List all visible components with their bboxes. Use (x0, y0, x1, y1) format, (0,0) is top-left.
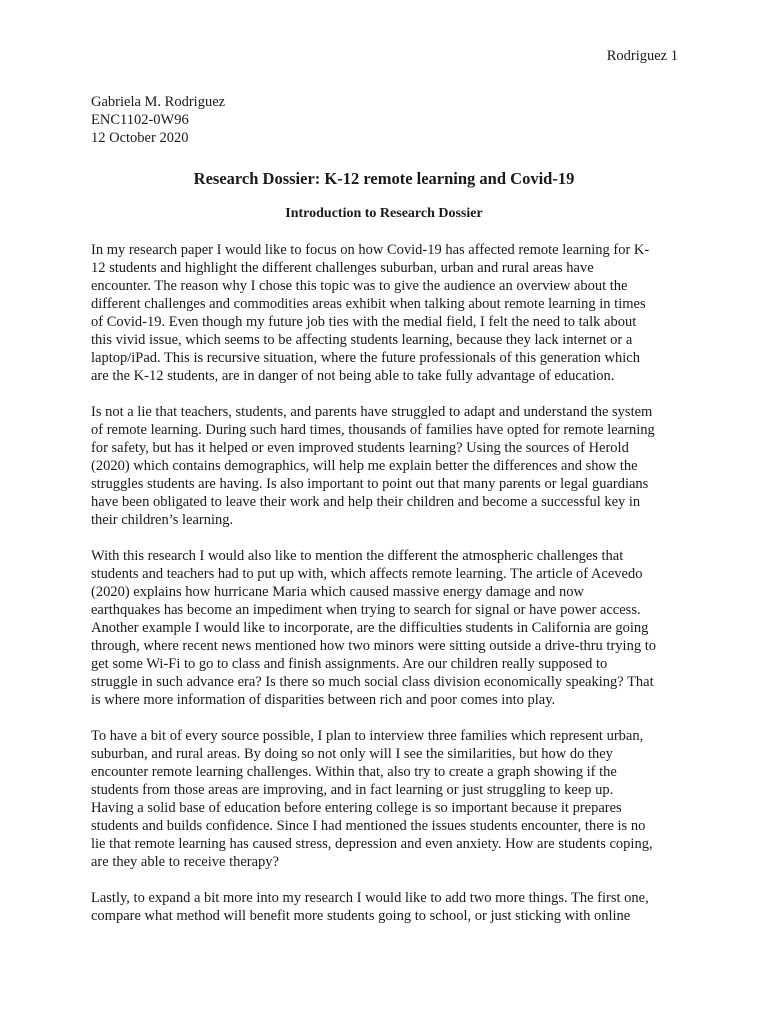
text-line: for safety, but has it helped or even improved students learning? Using the sources of Herold (91, 440, 629, 456)
paragraph (91, 403, 691, 529)
paragraph (91, 241, 691, 385)
paragraph (91, 727, 691, 871)
text-line: students from those areas are improving, and in fact learning or just struggling to keep up. (91, 782, 614, 798)
text-line: students and builds confidence. Since I had mentioned the issues students encounter, there is no (91, 818, 646, 834)
text-line: Having a solid base of education before entering college is so important because it prepares (91, 800, 622, 816)
text-line: earthquakes has become an impediment when trying to search for signal or have power access. (91, 602, 641, 618)
paragraph (91, 547, 691, 709)
text-line: Lastly, to expand a bit more into my research I would like to add two more things. The first one, (91, 890, 649, 906)
text-line: 12 students and highlight the different challenges suburban, urban and rural areas have (91, 260, 594, 276)
text-line: get some Wi-Fi to go to class and finish assignments. Are our children really supposed to (91, 656, 608, 672)
text-line: are the K-12 students, are in danger of not being able to take fully advantage of education. (91, 368, 615, 384)
section-subtitle: Introduction to Research Dossier (285, 206, 483, 221)
text-line: this vivid issue, which seems to be affecting students learning, because they lack internet or a (91, 332, 633, 348)
text-line: students and teachers had to put up with, which affects remote learning. The article of Acevedo (91, 566, 643, 582)
author-name: Gabriela M. Rodriguez (91, 94, 226, 110)
text-line: With this research I would also like to mention the different the atmospheric challenges that (91, 548, 624, 564)
text-line: suburban, and rural areas. By doing so not only will I see the similarities, but how do they (91, 746, 613, 762)
text-line: their children’s learning. (91, 512, 234, 528)
mla-heading-block (91, 93, 225, 147)
body-text (91, 241, 691, 943)
text-line: have been obligated to leave their work and help their children and become a successful key in (91, 494, 641, 510)
text-line: (2020) which contains demographics, will help me explain better the differences and show the (91, 458, 638, 474)
text-line: of remote learning. During such hard times, thousands of families have opted for remote learning (91, 422, 655, 438)
course-code: ENC1102-0W96 (91, 112, 189, 128)
text-line: lie that remote learning has caused stress, depression and even anxiety. How are students coping, (91, 836, 653, 852)
text-line: is where more information of disparities between rich and poor comes into play. (91, 692, 556, 708)
text-line: To have a bit of every source possible, I plan to interview three families which represent urban, (91, 728, 644, 744)
text-line: through, where recent news mentioned how two minors were sitting outside a drive-thru trying to (91, 638, 656, 654)
text-line: In my research paper I would like to focus on how Covid-19 has affected remote learning for K- (91, 242, 650, 258)
paragraph (91, 889, 691, 925)
text-line: encounter remote learning challenges. Within that, also try to create a graph showing if the (91, 764, 617, 780)
text-line: Another example I would like to incorporate, are the difficulties students in California are going (91, 620, 649, 636)
text-line: of Covid-19. Even though my future job ties with the medial field, I felt the need to talk about (91, 314, 637, 330)
text-line: struggle in such advance era? Is there so much social class division economically speaking? That (91, 674, 654, 690)
document-title: Research Dossier: K-12 remote learning and Covid-19 (193, 169, 575, 188)
text-line: different challenges and commodities areas exhibit when talking about remote learning in times (91, 296, 646, 312)
running-header-page-number: Rodriguez 1 (606, 48, 678, 64)
document-date: 12 October 2020 (91, 130, 189, 146)
text-line: laptop/iPad. This is recursive situation, where the future professionals of this generation which (91, 350, 640, 366)
text-line: encounter. The reason why I chose this topic was to give the audience an overview about the (91, 278, 628, 294)
text-line: are they able to receive therapy? (91, 854, 279, 870)
text-line: Is not a lie that teachers, students, and parents have struggled to adapt and understand the system (91, 404, 653, 420)
text-line: compare what method will benefit more students going to school, or just sticking with online (91, 908, 631, 924)
text-line: struggles students are having. Is also important to point out that many parents or legal guardians (91, 476, 649, 492)
text-line: (2020) explains how hurricane Maria which caused massive energy damage and now (91, 584, 584, 600)
